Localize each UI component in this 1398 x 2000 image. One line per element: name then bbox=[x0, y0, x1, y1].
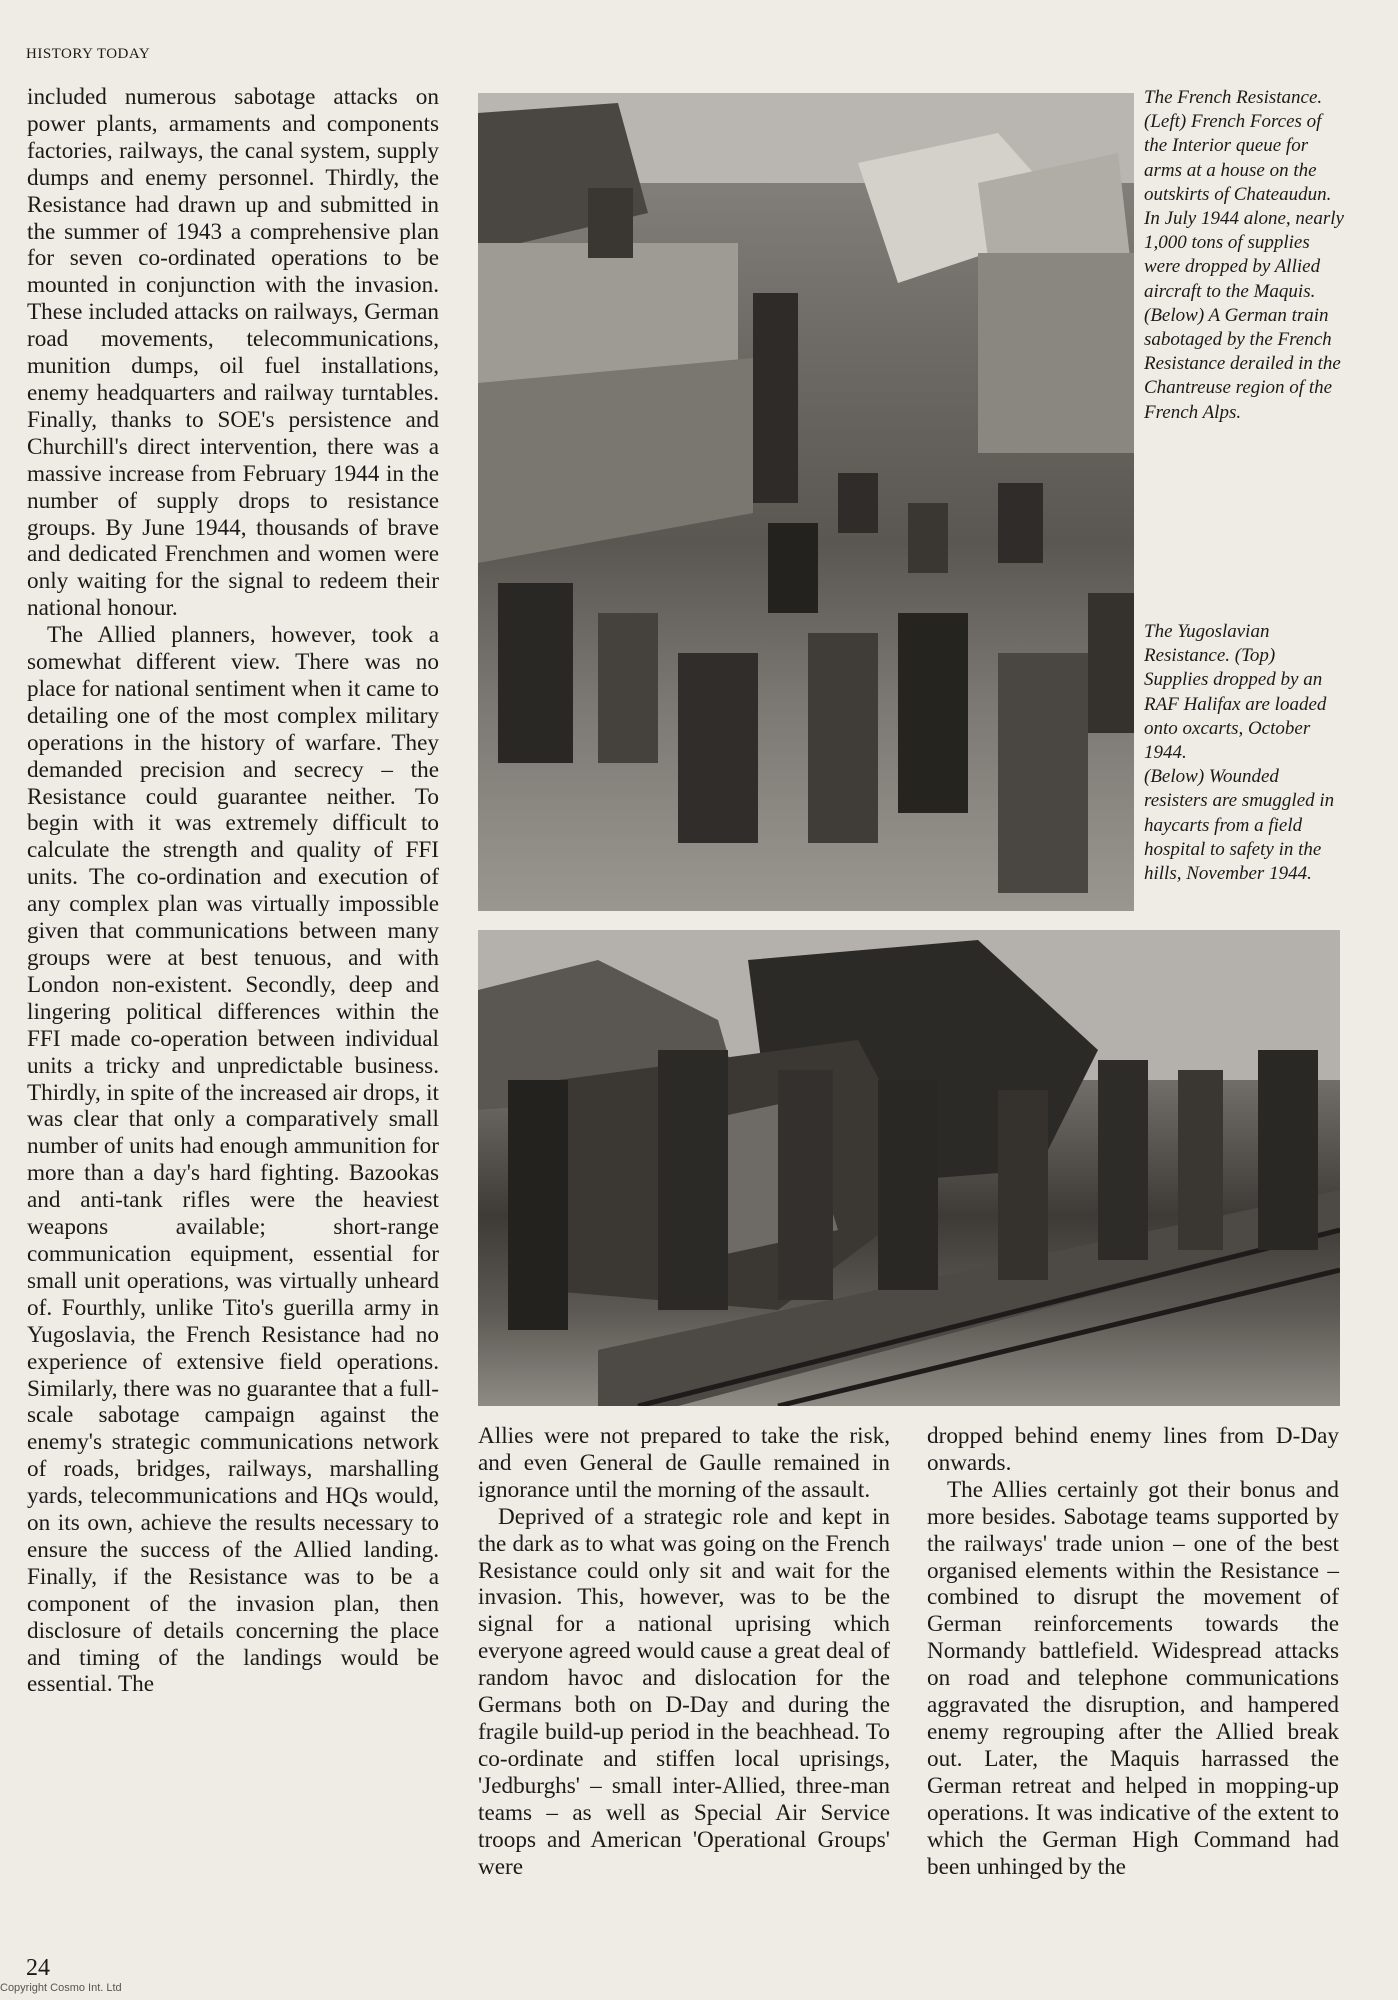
derailed-train-photo bbox=[478, 930, 1340, 1406]
paragraph: included numerous sabotage attacks on power plants, armaments and components factories, railways, the canal system, supply dumps and enemy personnel. Thirdly, the Resistance had drawn up and submitted in the summer of 1943 a comprehensive plan for seven co-ordinated operations to be mounted in conjunction with the invasion. These included attacks on railways, German road movements, telecommunications, munition dumps, oil fuel installations, enemy headquarters and railway turntables. Finally, thanks to SOE's persistence and Churchill's direct intervention, there was a massive increase from February 1944 in the number of supply drops to resistance groups. By June 1944, thousands of brave and dedicated Frenchmen and women were only waiting for the signal to redeem their national honour. bbox=[27, 84, 439, 622]
article-column-3 bbox=[927, 1423, 1339, 1880]
resistance-queue-photo bbox=[478, 93, 1134, 911]
caption-text: (Below) Wounded resisters are smuggled in haycarts from a field hospital to safety in the hills, November 1944. bbox=[1144, 766, 1335, 885]
caption-text: The French Resistance. (Left) French Forces of the Interior queue for arms at a house on the outskirts of Chateaudun. In July 1944 alone, nearly 1,000 tons of supplies were dropped by Allied aircraft to the Maquis. bbox=[1144, 87, 1344, 302]
page-number: 24 bbox=[26, 1955, 50, 1981]
resistance-queue-photo-graphic bbox=[478, 93, 1134, 911]
running-head: HISTORY TODAY bbox=[26, 46, 151, 62]
paragraph: Allies were not prepared to take the risk, and even General de Gaulle remained in ignorance until the morning of the assault. bbox=[478, 1423, 890, 1503]
caption-french-resistance bbox=[1144, 86, 1344, 425]
caption-yugoslavian-resistance bbox=[1144, 620, 1344, 886]
article-column-1 bbox=[27, 84, 439, 1698]
paragraph: Deprived of a strategic role and kept in the dark as to what was going on the French Resistance could only sit and wait for the invasion. This, however, was to be the signal for a national uprising which everyone agreed would cause a great deal of random havoc and dislocation for the Germans both on D-Day and during the fragile build-up period in the beachhead. To co-ordinate and stiffen local uprisings, 'Jedburghs' – small inter-Allied, three-man teams – as well as Special Air Service troops and American 'Operational Groups' were bbox=[478, 1503, 890, 1880]
paragraph: dropped behind enemy lines from D-Day onwards. bbox=[927, 1423, 1339, 1476]
derailed-train-photo-graphic bbox=[478, 930, 1340, 1406]
paragraph: The Allies certainly got their bonus and more besides. Sabotage teams supported by the railways' trade union – one of the best organised elements within the Resistance – combined to disrupt the movement of German reinforcements towards the Normandy battlefield. Widespread attacks on road and telephone communications aggravated the disruption, and hampered enemy regrouping after the Allied break out. Later, the Maquis harrassed the German retreat and helped in mopping-up operations. It was indicative of the extent to which the German High Command had been unhinged by the bbox=[927, 1476, 1339, 1880]
paragraph: The Allied planners, however, took a somewhat different view. There was no place for national sentiment when it came to detailing one of the most complex military operations in the history of warfare. They demanded precision and secrecy – the Resistance could guarantee neither. To begin with it was extremely difficult to calculate the strength and quality of FFI units. The co-ordination and execution of any complex plan was virtually impossible given that communications between many groups were at best tenuous, and with London non-existent. Secondly, deep and lingering political differences within the FFI made co-operation between individual units a tricky and unpredictable business. Thirdly, in spite of the increased air drops, it was clear that only a comparatively small number of units had enough ammunition for more than a day's hard fighting. Bazookas and anti-tank rifles were the heaviest weapons available; short-range communication equipment, essential for small unit operations, was virtually unheard of. Fourthly, unlike Tito's guerilla army in Yugoslavia, the French Resistance had no experience of extensive field operations. Similarly, there was no guarantee that a full-scale sabotage campaign against the enemy's strategic communications network of roads, bridges, railways, marshalling yards, telecommunications and HQs would, on its own, achieve the results necessary to ensure the success of the Allied landing. Finally, if the Resistance was to be a component of the invasion plan, then disclosure of details concerning the place and timing of the landings would be essential. The bbox=[27, 622, 439, 1698]
copyright-notice: Copyright Cosmo Int. Ltd bbox=[0, 1982, 122, 1994]
caption-text: The Yugoslavian Resistance. (Top) Supplies dropped by an RAF Halifax are loaded onto oxcarts, October 1944. bbox=[1144, 621, 1327, 764]
article-column-2 bbox=[478, 1423, 890, 1880]
caption-text: (Below) A German train sabotaged by the French Resistance derailed in the Chantreuse region of the French Alps. bbox=[1144, 304, 1341, 423]
